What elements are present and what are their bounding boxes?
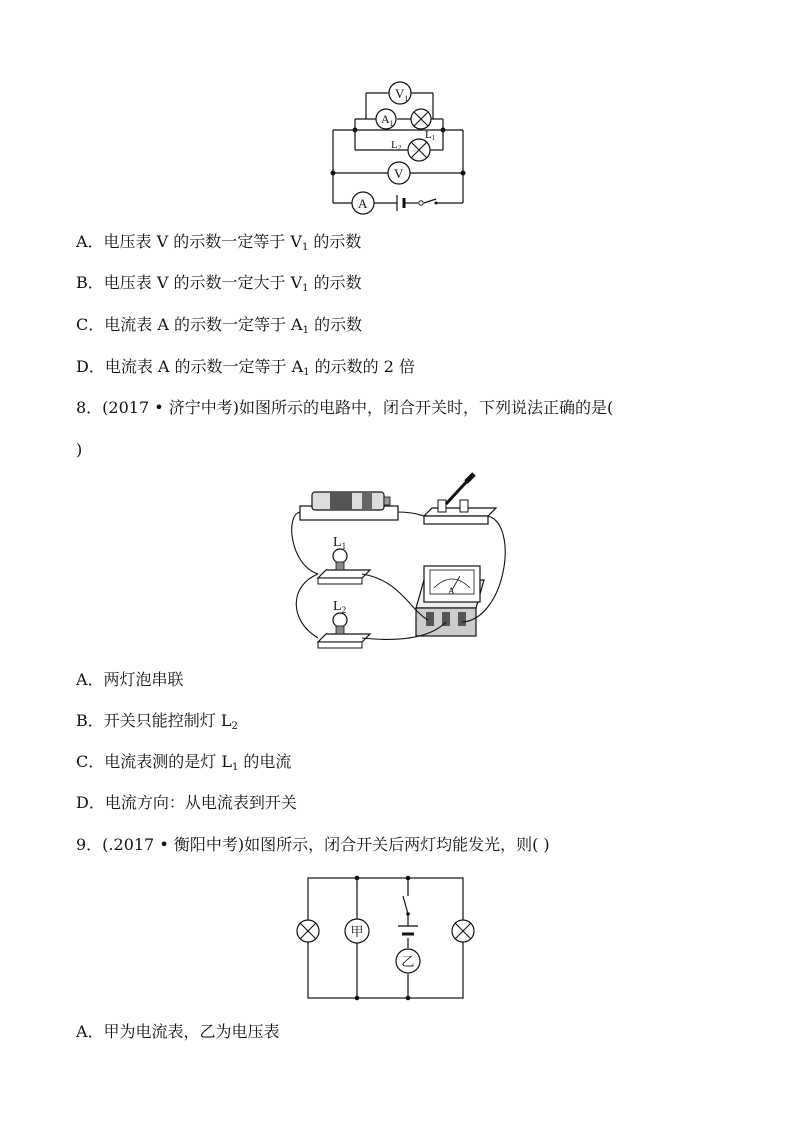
- q7-option-c: C．电流表 A 的示数一定等于 $A_1$ 的示数: [76, 315, 363, 336]
- svg-text:A: A: [448, 586, 455, 596]
- lamp-right: [452, 920, 474, 942]
- svg-text:L2: L2: [391, 139, 402, 152]
- svg-text:L2: $L_2$: [333, 599, 347, 615]
- q9-option-a: A．甲为电流表，乙为电压表: [76, 1022, 280, 1041]
- voltmeter-v1: [389, 82, 411, 104]
- q7-option-a: A．电压表 V 的示数一定等于 $V_1$ 的示数: [76, 232, 362, 253]
- svg-text:L1: L1: [425, 129, 436, 142]
- svg-text:V1: $V_1$: [395, 86, 409, 103]
- ammeter-device: [416, 566, 484, 636]
- circuit-diagram-q7: [0, 0, 794, 230]
- q8-stem-end: ): [76, 440, 83, 459]
- q9-stem: 9．(.2017 • 衡阳中考)如图所示，闭合开关后两灯均能发光，则( ): [76, 835, 550, 854]
- lamp-holder-l2: [318, 599, 370, 648]
- q7-option-b: B．电压表 V 的示数一定大于 $V_1$ 的示数: [76, 273, 362, 294]
- lamp-l2: [391, 139, 430, 161]
- svg-text:L1: $L_1$: [333, 535, 347, 551]
- q7-option-d: D．电流表 A 的示数一定等于 $A_1$ 的示数的 2 倍: [76, 357, 416, 378]
- circuit-diagram-q9: [0, 868, 794, 1008]
- q8-option-b: B．开关只能控制灯 $L_2$: [76, 711, 238, 732]
- voltmeter-v: [388, 162, 410, 184]
- q8-option-a: A．两灯泡串联: [76, 670, 184, 689]
- q8-option-d: D．电流方向：从电流表到开关: [76, 793, 297, 812]
- svg-text:乙: 乙: [401, 954, 415, 969]
- lamp-left: [297, 920, 319, 942]
- q8-option-c: C．电流表测的是灯 $L_1$ 的电流: [76, 752, 292, 773]
- svg-text:甲: 甲: [350, 924, 364, 939]
- svg-text:V: V: [394, 166, 404, 181]
- q8-stem: 8．(2017 • 济宁中考)如图所示的电路中，闭合开关时，下列说法正确的是(: [76, 398, 614, 417]
- battery-holder: [300, 492, 398, 520]
- ammeter-a: [352, 192, 374, 214]
- ammeter-a1: [376, 109, 396, 129]
- meter-yi: [396, 949, 420, 973]
- lamp-holder-l1: [318, 535, 370, 584]
- circuit-photo-q8: [0, 470, 794, 670]
- meter-jia: [345, 919, 369, 943]
- svg-text:A1: $A_1$: [381, 112, 394, 128]
- lamp-l1: [411, 109, 436, 142]
- knife-switch: [424, 474, 496, 524]
- svg-text:A: A: [358, 196, 368, 211]
